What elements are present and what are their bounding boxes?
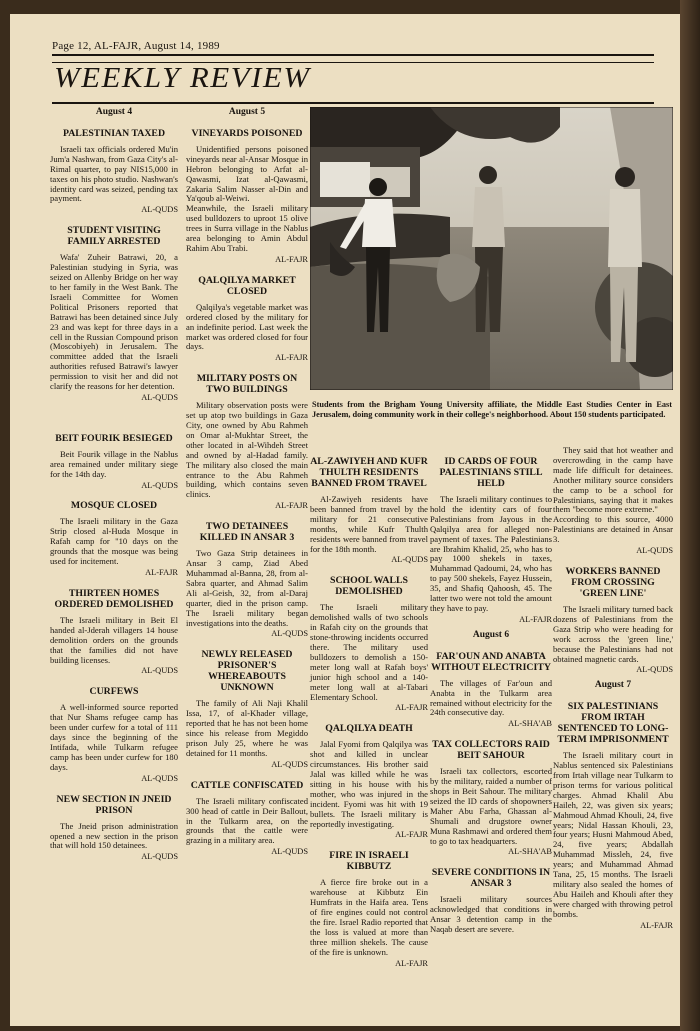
article-body: A well-informed source reported that Nur Shams refugee camp has been under curfew for a total of 111 days since the beginning of the Intifada, while Tulkarm refugee camp has been under curfew for 180 days. xyxy=(50,702,178,772)
news-article xyxy=(50,433,178,491)
article-body: Israeli tax collectors, escorted by the military, raided a number of shops in Beit Sahour. The military seized the ID cards of shopowners Maher Abu Farha, Ghassan al-Shumali and drugstore owner Muna Rashmawi and ordered them to go to tax headquarters. xyxy=(430,766,552,846)
article-body: Al-Zawiyeh residents have been banned from travel by the military for 21 consecutive months, while Kufr Thulth residents were banned from travel for the 18th month. xyxy=(310,494,428,554)
article-body: Two Gaza Strip detainees in Ansar 3 camp, Ziad Abed Muhammad al-Banna, 28, from al-Sabra quarter, and Ahmad Salim Ali al-Geish, 32, from al-Daraj quarter, died in the prison camp. The Israeli military began investigations into the deaths. xyxy=(186,548,308,628)
article-body: Wafa' Zuheir Batrawi, 20, a Palestinian studying in Syria, was seized on Allenby Bridge on her way to her family in the West Bank. The Israeli Committee for Women Political Prisoners reported that Batrawi has been detained since July 23 and was kept for three days in a cell in the Russian Compound prison (Moscobiyeh) in Jerusalem. The committee added that the Israeli authorities refused Batrawi's lawyer permission to visit her and did not clarify the reasons for her detention. xyxy=(50,252,178,392)
article-source: AL-SHA'AB xyxy=(508,719,552,729)
article-source: AL-FAJR xyxy=(275,501,308,511)
date-heading: August 6 xyxy=(472,629,510,640)
article-headline: VINEYARDS POISONED xyxy=(191,127,303,139)
news-article xyxy=(50,588,178,676)
article-headline: SIX PALESTINIANS FROM IRTAH SENTENCED TO LONG-TERM IMPRISONMENT xyxy=(557,701,669,746)
date-heading: August 7 xyxy=(594,680,632,691)
date-heading: August 5 xyxy=(228,107,266,117)
section-title: WEEKLY REVIEW xyxy=(54,62,311,94)
article-body: Israeli tax officials ordered Mu'in Jum'a Nashwan, from Gaza City's al-Rimal quarter, to pay NIS15,000 in taxes on his photo studio. Nashwan's identity card was seized, pending tax payment. xyxy=(50,143,178,204)
article-source: AL-FAJR xyxy=(275,254,308,264)
news-article xyxy=(186,275,308,363)
news-article xyxy=(186,649,308,769)
article-source: AL-QUDS xyxy=(271,629,308,639)
news-article xyxy=(310,456,428,565)
article-headline: STUDENT VISITING FAMILY ARRESTED xyxy=(67,225,161,248)
article-source: AL-FAJR xyxy=(395,958,428,968)
article-source: AL-FAJR xyxy=(640,920,673,930)
article-body: The Israeli military confiscated 300 head of cattle in Deir Ballout, in the Tulkarm area, on the grounds that the cattle were grazing in a military area. xyxy=(186,795,308,846)
news-article xyxy=(310,723,428,840)
photo-caption: Students from the Brigham Young University affiliate, the Middle East Studies Center in East Jerusalem, doing community work in their college's neighborhood. About 150 students participated. xyxy=(312,400,672,419)
news-article xyxy=(310,850,428,968)
article-source: AL-QUDS xyxy=(141,392,178,402)
newspaper-page xyxy=(10,14,692,1026)
news-article xyxy=(186,780,308,857)
article-source: AL-QUDS xyxy=(141,773,178,783)
article-headline: BEIT FOURIK BESIEGED xyxy=(55,432,173,444)
news-photo xyxy=(310,107,673,390)
article-body: The family of Ali Naji Khalil Issa, 17, of al-Khader village, reported that he has not been home since his release from Megiddo prison July 25, where he was detained for 11 months. xyxy=(186,698,308,758)
article-source: AL-QUDS xyxy=(391,555,428,565)
news-article xyxy=(430,867,552,935)
article-body: Israeli military sources acknowledged that conditions in Ansar 3 detention camp in the Naqab desert are severe. xyxy=(430,894,552,935)
article-body: Beit Fourik village in the Nablus area remained under military siege for the 14th day. xyxy=(50,448,178,479)
article-source: AL-QUDS xyxy=(141,666,178,676)
article-source: AL-FAJR xyxy=(519,614,552,624)
article-headline: ID CARDS OF FOUR PALESTINIANS STILL HELD xyxy=(439,456,543,489)
article-source: AL-FAJR xyxy=(145,568,178,577)
news-article xyxy=(553,446,673,556)
article-headline: PALESTINIAN TAXED xyxy=(62,127,166,139)
page-header-line: Page 12, AL-FAJR, August 14, 1989 xyxy=(52,40,220,52)
article-body: The villages of Far'oun and Anabta in the Tulkarm area remained without electricity for the 24th consecutive day. xyxy=(430,677,552,718)
article-headline: CURFEWS xyxy=(89,686,139,698)
article-headline: FAR'OUN AND ANABTA WITHOUT ELECTRICITY xyxy=(431,650,551,673)
article-headline: NEWLY RELEASED PRISONER'S WHEREABOUTS UNKNOWN xyxy=(201,649,293,694)
article-headline: QALQILYA MARKET CLOSED xyxy=(198,274,296,297)
article-body: The Israeli military in the Gaza Strip closed al-Huda Mosque in Rafah camp for "10 days on the grounds that the mosque was being used for incitement. xyxy=(50,516,178,567)
header-rule xyxy=(52,54,654,56)
column-5 xyxy=(553,446,673,937)
column-4 xyxy=(430,446,552,941)
article-source: AL-QUDS xyxy=(271,759,308,769)
article-headline: MOSQUE CLOSED xyxy=(70,500,158,512)
article-headline: THIRTEEN HOMES ORDERED DEMOLISHED xyxy=(54,587,174,610)
article-body: They said that hot weather and overcrowding in the camp have made life difficult for detainees. Another military source considers the camp to be a school for Palestinians, saying that it makes them "become more extreme." According to this source, 4000 Palestinians are detained in Ansar 3. xyxy=(553,445,673,545)
article-body: The Israeli military turned back dozens of Palestinians from the Gaza Strip who were heading for work across the 'green line,' because the Palestinians had not obtained magnetic cards. xyxy=(553,603,673,664)
news-article xyxy=(553,566,673,675)
article-headline: AL-ZAWIYEH AND KUFR THULTH RESIDENTS BANNED FROM TRAVEL xyxy=(310,456,428,489)
column-2 xyxy=(186,108,308,863)
article-body: The Israeli military demolished walls of two schools in Rafah city on the grounds that stone-throwing incidents occurred there. The military used bulldozers to demolish a 150-meter long wall at Rafah boys' junior high school and a 140-meter long wall at al-Tabari Elementary School. xyxy=(310,602,428,702)
article-source: AL-SHA'AB xyxy=(508,847,552,857)
article-body: Qalqilya's vegetable market was ordered closed by the military for an indefinite period. Last week the market was ordered closed for four days. xyxy=(186,301,308,352)
article-headline: QALQILYA DEATH xyxy=(325,723,413,735)
column-gap xyxy=(50,409,178,423)
news-article xyxy=(50,686,178,783)
news-article xyxy=(186,373,308,511)
article-source: AL-QUDS xyxy=(141,205,178,215)
news-article xyxy=(50,500,178,577)
photo-students-community-work xyxy=(310,107,673,390)
article-headline: WORKERS BANNED FROM CROSSING 'GREEN LINE' xyxy=(565,565,661,599)
article-body: The Israeli military court in Nablus sentenced six Palestinians from Irtah village near Tulkarm to prison terms for various political charges. Ahmad Khalil Abu Haileh, 22, was given six years; Mahmoud Ahmad Khouli, 24, five years; Nidal Hassan Khouli, 23, four years; Husni Mahmoud Abed, 24, five years; Abdallah Muhammad Missleh, 24, five years; and Muhammad Ahmad Tana, 25, 15 months. The Israeli military also sealed the homes of Abu Haileh and Khouli after they were charged with throwing petrol bombs. xyxy=(553,750,673,919)
article-headline: TAX COLLECTORS RAID BEIT SAHOUR xyxy=(432,739,550,762)
article-headline: MILITARY POSTS ON TWO BUILDINGS xyxy=(196,373,298,396)
news-article xyxy=(430,651,552,730)
article-headline: SEVERE CONDITIONS IN ANSAR 3 xyxy=(431,867,551,890)
article-source: AL-FAJR xyxy=(395,703,428,713)
article-source: AL-QUDS xyxy=(141,852,178,862)
article-body: The Israeli military continues to hold the identity cars of four Palestinians from Jayous in the Qalqilya area for alleged non-payment of taxes. The Palestinians are Ibrahim Khalid, 25, who has to pay 1000 shekels in taxes, Muhammad Qadoumi, 24, who has to pay 500 shekels, Fayez Hussein, 35, and Shafiq Qahoosh, 45. The latter two were not told the amount they have to pay. xyxy=(430,494,552,613)
news-article xyxy=(50,225,178,403)
article-source: AL-FAJR xyxy=(395,830,428,840)
news-article xyxy=(50,128,178,215)
news-article xyxy=(310,575,428,713)
article-headline: CATTLE CONFISCATED xyxy=(190,779,304,791)
article-body: The Jneid prison administration opened a new section in the prison that will hold 150 detainees. xyxy=(50,820,178,851)
news-article xyxy=(430,739,552,857)
news-article xyxy=(50,794,178,863)
article-source: AL-QUDS xyxy=(141,480,178,490)
date-heading: August 4 xyxy=(95,107,133,117)
article-headline: TWO DETAINEES KILLED IN ANSAR 3 xyxy=(199,521,295,544)
article-source: AL-QUDS xyxy=(636,665,673,675)
column-1 xyxy=(50,108,178,868)
news-article xyxy=(186,521,308,639)
title-rule xyxy=(52,102,654,104)
article-body: Jalal Fyomi from Qalqilya was shot and killed in unclear circumstances. His brother said Jalal was killed while he was sitting in his house with his mother, who was injured in the incident. Fyomi was hit with 19 bullets. The Israeli military is reportedly investigating. xyxy=(310,739,428,829)
column-3 xyxy=(310,446,428,975)
article-body: Military observation posts were set up atop two buildings in Gaza City, one owned by Abu Rahmeh on Omar al-Mukhtar Street, the other located in al-Wihdeh Street and owned by al-Hadad family. The military also closed the main entrance to the Abu Rahmeh building, which contains seven clinics. xyxy=(186,400,308,500)
article-body: Unidentified persons poisoned vineyards near al-Ansar Mosque in Hebron belonging to Arfat al-Qawasmi, Izat al-Qawasmi, Zakaria Salim Nasser al-Din and Ya'qoub al-Weiwi. Meanwhile, the Israeli military used bulldozers to uproot 15 olive trees in Surra village in the Nablus area belonging to Amin Abdul Rahim Abu Trabi. xyxy=(186,143,308,253)
article-headline: SCHOOL WALLS DEMOLISHED xyxy=(330,575,408,598)
page-edge xyxy=(680,0,700,1031)
article-source: AL-QUDS xyxy=(636,546,673,556)
news-article xyxy=(186,128,308,265)
article-body: A fierce fire broke out in a warehouse at Kibbutz Ein Humfrats in the Haifa area. Tens of fire engines could not control the fire. Israel Radio reported that the loss is valued at more than three million shekels. The cause of the fire is unknown. xyxy=(310,877,428,957)
article-source: AL-FAJR xyxy=(275,353,308,363)
article-body: The Israeli military in Beit El handed al-Jderah villagers 14 house demolition orders on the grounds that the families did not have building licenses. xyxy=(50,614,178,665)
article-headline: NEW SECTION IN JNEID PRISON xyxy=(56,793,172,816)
article-headline: FIRE IN ISRAELI KIBBUTZ xyxy=(329,850,409,873)
news-article xyxy=(430,456,552,625)
news-article xyxy=(553,701,673,930)
article-source: AL-QUDS xyxy=(271,847,308,857)
